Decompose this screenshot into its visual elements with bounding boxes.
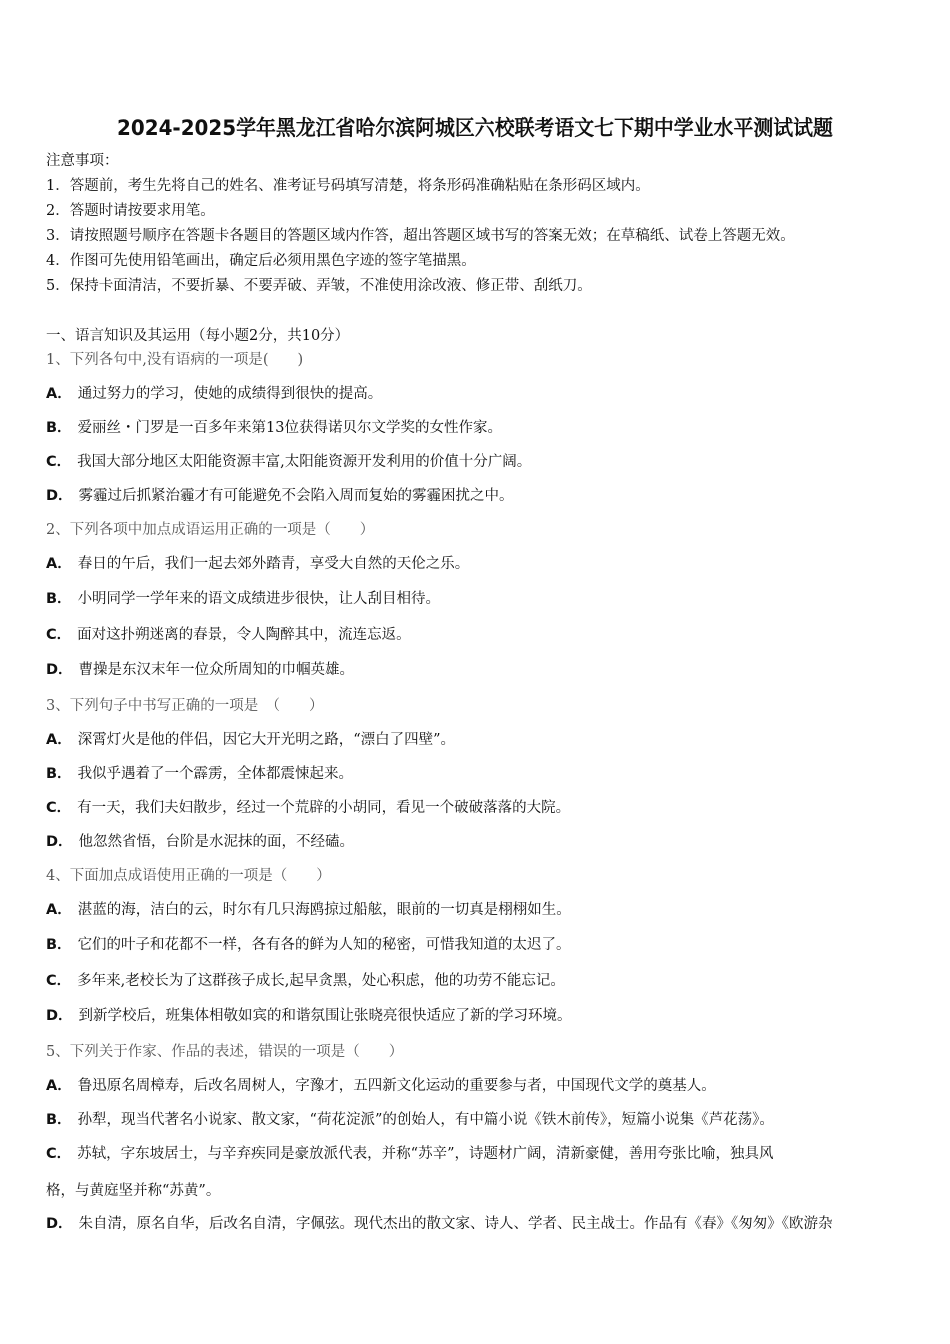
notice-item: 1．答题前，考生先将自己的姓名、准考证号码填写清楚，将条形码准确粘贴在条形码区域内。 xyxy=(46,178,650,194)
option-text: 面对这扑朔迷离的春景，令人陶醉其中，流连忘返。 xyxy=(77,627,411,643)
option xyxy=(46,798,570,818)
option-text: 鲁迅原名周樟寿，后改名周树人，字豫才，五四新文化运动的重要参与者，中国现代文学的奠基人。 xyxy=(77,1078,716,1094)
option xyxy=(46,1144,773,1164)
option-label: D． xyxy=(46,488,73,504)
option-text: 朱自清，原名自华，后改名自清，字佩弦。现代杰出的散文家、诗人、学者、民主战士。作品有《春》《匆匆》《欧游杂 xyxy=(78,1216,833,1232)
option-text: 它们的叶子和花都不一样，各有各的鲜为人知的秘密，可惜我知道的太迟了。 xyxy=(77,937,571,953)
option-label: C． xyxy=(46,454,72,470)
option xyxy=(46,900,571,920)
option-text: 通过努力的学习，使她的成绩得到很快的提高。 xyxy=(77,386,383,402)
option-text: 到新学校后，班集体相敬如宾的和谐氛围让张晓亮很快适应了新的学习环境。 xyxy=(78,1008,572,1024)
option xyxy=(46,452,531,472)
option-label: D． xyxy=(46,1216,73,1232)
option-text: 他忽然省悟，台阶是水泥抹的面，不经磕。 xyxy=(78,834,355,850)
option xyxy=(46,971,565,991)
option-text: 孙犁，现当代著名小说家、散文家，“荷花淀派”的创始人，有中篇小说《铁木前传》，短篇小说集《芦花荡》。 xyxy=(77,1112,774,1128)
page-title: 2024-2025学年黑龙江省哈尔滨阿城区六校联考语文七下期中学业水平测试试题 xyxy=(117,116,833,140)
option-label: B． xyxy=(46,1112,72,1128)
question-stem: 3、下列句子中书写正确的一项是 （ ） xyxy=(46,698,324,714)
option-text: 湛蓝的海，洁白的云，时尔有几只海鸥掠过船舷，眼前的一切真是栩栩如生。 xyxy=(77,902,571,918)
option-text: 深霄灯火是他的伴侣，因它大开光明之路，“漂白了四壁”。 xyxy=(77,732,456,748)
option xyxy=(46,1110,774,1130)
option-text: 春日的午后，我们一起去郊外踏青，享受大自然的天伦之乐。 xyxy=(77,556,470,572)
option-text: 我国大部分地区太阳能资源丰富,太阳能资源开发利用的价值十分广阔。 xyxy=(77,454,532,470)
question-stem: 4、下面加点成语使用正确的一项是（ ） xyxy=(46,868,331,884)
option xyxy=(46,554,469,574)
notice-item: 2．答题时请按要求用笔。 xyxy=(46,203,215,219)
option-label: A． xyxy=(46,732,72,748)
option xyxy=(46,1006,572,1026)
option-text: 有一天，我们夫妇散步，经过一个荒辟的小胡同，看见一个破破落落的大院。 xyxy=(77,800,571,816)
option-label: A． xyxy=(46,902,72,918)
option xyxy=(46,660,354,680)
question-stem: 2、下列各项中加点成语运用正确的一项是（ ） xyxy=(46,522,375,538)
option-text: 苏轼，字东坡居士，与辛弃疾同是豪放派代表，并称“苏辛”，诗题材广阔，清新豪健，善用夸张比喻，独具风 xyxy=(77,1146,774,1162)
option-label: C． xyxy=(46,800,72,816)
option-label: B． xyxy=(46,766,72,782)
option xyxy=(46,832,354,852)
option xyxy=(46,589,440,609)
notice-item: 3．请按照题号顺序在答题卡各题目的答题区域内作答，超出答题区域书写的答案无效；在草稿纸、试卷上答题无效。 xyxy=(46,228,795,244)
option-text: 雾霾过后抓紧治霾才有可能避免不会陷入周而复始的雾霾困扰之中。 xyxy=(78,488,514,504)
notice-heading: 注意事项： xyxy=(46,153,119,169)
option xyxy=(46,384,382,404)
option-label: D． xyxy=(46,1008,73,1024)
option-label: B． xyxy=(46,420,72,436)
notice-item: 4．作图可先使用铅笔画出，确定后必须用黑色字迹的签字笔描黑。 xyxy=(46,253,476,269)
option-text: 我似乎遇着了一个霹雳，全体都震悚起来。 xyxy=(77,766,354,782)
question-stem: 1、下列各句中,没有语病的一项是( ) xyxy=(46,352,304,368)
option-label: A． xyxy=(46,556,72,572)
option xyxy=(46,1214,833,1234)
question-stem: 5、下列关于作家、作品的表述，错误的一项是（ ） xyxy=(46,1044,404,1060)
option-label: A． xyxy=(46,1078,72,1094)
option-label: D． xyxy=(46,662,73,678)
option-label: B． xyxy=(46,591,72,607)
option-label: C． xyxy=(46,1146,72,1162)
option xyxy=(46,418,502,438)
option-text: 小明同学一学年来的语文成绩进步很快，让人刮目相待。 xyxy=(77,591,441,607)
section-heading: 一、语言知识及其运用（每小题2分，共10分） xyxy=(46,328,350,344)
option xyxy=(46,625,411,645)
option xyxy=(46,486,514,506)
option-label: C． xyxy=(46,627,72,643)
option-text: 多年来,老校长为了这群孩子成长,起早贪黑，处心积虑，他的功劳不能忘记。 xyxy=(77,973,565,989)
option-continuation: 格，与黄庭坚并称“苏黄”。 xyxy=(46,1183,221,1199)
option xyxy=(46,1076,716,1096)
option-text: 曹操是东汉末年一位众所周知的巾帼英雄。 xyxy=(78,662,355,678)
option-label: D． xyxy=(46,834,73,850)
option-label: C． xyxy=(46,973,72,989)
option xyxy=(46,730,455,750)
option-text: 爱丽丝・门罗是一百多年来第13位获得诺贝尔文学奖的女性作家。 xyxy=(77,420,503,436)
option-label: A． xyxy=(46,386,72,402)
option-label: B． xyxy=(46,937,72,953)
option xyxy=(46,764,353,784)
option xyxy=(46,935,571,955)
notice-item: 5．保持卡面清洁，不要折暴、不要弄破、弄皱，不准使用涂改液、修正带、刮纸刀。 xyxy=(46,278,592,294)
